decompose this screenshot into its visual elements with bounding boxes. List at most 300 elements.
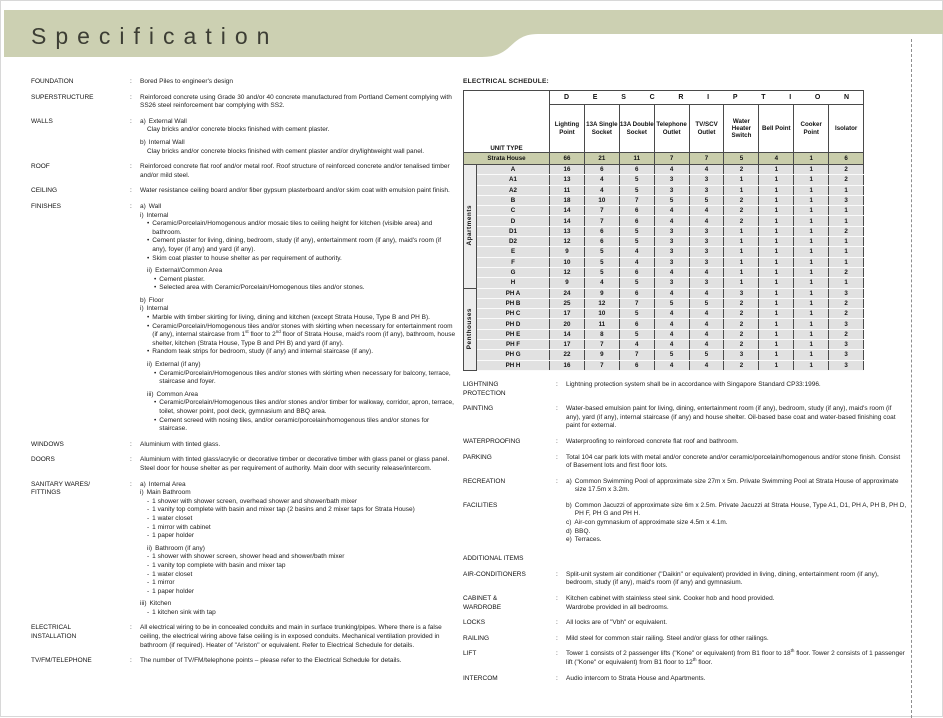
unit-row-value: 4 [654,360,689,370]
unit-row-value: 1 [794,247,829,257]
unit-row-value: 1 [759,360,794,370]
unit-row-value: 1 [724,247,759,257]
line-text: Random teak strips for bedroom, study (if any) and internal staircase (if any). [152,348,374,356]
section-body [566,502,907,545]
section-label [463,595,556,612]
unit-row-value: 1 [794,226,829,236]
unit-row-value: 1 [759,247,794,257]
line-text: Mild steel for common stair railing. Steel and/or glass for other railings. [566,634,769,642]
unit-row-value: 1 [724,278,759,288]
unit-row-value: 4 [619,257,654,267]
spec-section-recreation [463,478,907,495]
line-text: Internal [146,211,169,219]
spec-line [566,650,907,667]
section-body [566,635,907,644]
unit-row-value: 2 [829,298,864,308]
line-text: Tower 1 consists of 2 passenger lifts ("Kone" or equivalent) from B1 floor to 18th floor. Tower 2 consists of 1 passenger lift ("Kone" or equivalent) from B1 floor to 12th floor. [566,648,905,666]
unit-row-value: 2 [724,319,759,329]
spec-line [147,515,457,524]
spec-line [140,187,457,196]
line-text: Internal Wall [148,138,185,146]
spec-line [147,323,457,349]
spec-line [566,438,907,447]
spec-line [140,212,457,221]
line-text: The number of TV/FM/telephone points – please refer to the Electrical Schedule for details. [140,657,402,665]
spec-section-cabinet [463,595,907,612]
unit-row-value: 4 [689,329,724,339]
section-body [566,675,907,684]
section-label-line: INTERCOM [463,674,498,682]
unit-row-value: 25 [550,298,585,308]
unit-row-value: 1 [794,278,829,288]
unit-row-value: 1 [759,309,794,319]
unit-row-value: 3 [724,288,759,298]
unit-row-value: 4 [654,319,689,329]
unit-row-value: 1 [759,195,794,205]
section-body [566,438,907,447]
spec-line [566,454,907,471]
line-marker: - [147,570,150,578]
strata-house-value: 66 [550,153,585,165]
spec-line [140,78,457,87]
section-body [140,118,457,156]
section-body [140,94,457,111]
line-marker: - [147,587,150,595]
spec-section-lift [463,650,907,667]
unit-row-value: 4 [689,288,724,298]
spec-line [566,536,907,545]
line-text: Cement screed with nosing tiles, and/or ceramic/porcelain/homogenous tiles and/or stones for staircase. [159,416,430,433]
spec-line [147,524,457,533]
unit-row-value: 3 [654,247,689,257]
spec-line [566,405,907,431]
spec-line [147,498,457,507]
spec-line [147,126,457,135]
line-marker: b) [566,501,572,509]
unit-row-value: 1 [794,237,829,247]
line-marker: a) [566,477,572,485]
unit-row-value: 5 [619,237,654,247]
unit-row-value: 9 [584,350,619,360]
unit-row-label: PH C [477,309,550,319]
description-letter: N [844,93,850,101]
line-marker: - [147,553,150,561]
unit-row-value: 20 [550,319,585,329]
unit-row-label: PH G [477,350,550,360]
spec-line [147,391,457,400]
spec-line [147,148,457,157]
strata-house-value: 5 [724,153,759,165]
unit-row-label: A [477,165,550,175]
section-body [140,624,457,650]
spec-section-ceiling [31,187,457,196]
unit-row-label: H [477,278,550,288]
spec-section-doors [31,456,457,473]
spec-line [154,399,457,416]
unit-row-value: 1 [794,329,829,339]
line-marker: ii) [147,267,153,275]
strata-house-value: 7 [689,153,724,165]
unit-row-value: 1 [759,237,794,247]
spec-line [154,370,457,387]
group-label-text: Penthouses [466,307,474,349]
spec-section-lightning [463,381,907,398]
spec-line [566,528,907,537]
spec-section-tv-fm-telephone [31,657,457,666]
unit-row-label: D1 [477,226,550,236]
line-text: Bored Piles to engineer's design [140,78,234,85]
section-body [566,571,907,588]
section-label [463,650,556,667]
line-text: Clay bricks and/or concrete blocks finished with cement plaster and/or dry/lightweight wall panel. [147,147,425,155]
unit-row-value: 6 [619,216,654,226]
spec-line [140,600,457,609]
line-text: Wall [148,202,162,210]
line-marker: c) [566,519,572,527]
spec-section-intercom [463,675,907,684]
line-text: Ceramic/Porcelain/Homogenous tiles and/or stones and/or timber for walkway, corridor, apron, terrace, toilet, shower point, pool deck, gymnasium and BBQ area. [159,399,454,415]
unit-row-value: 10 [550,257,585,267]
column-header-cooker-point: Cooker Point [794,105,829,153]
spec-line [566,381,907,390]
unit-row-value: 2 [724,360,759,370]
spec-section-electrical [31,624,457,650]
spec-line [147,506,457,515]
section-body [140,187,457,196]
unit-row-value: 2 [724,298,759,308]
section-label-line: FINISHES [31,202,61,210]
unit-row-value: 3 [654,226,689,236]
line-text: Ceramic/Porcelain/Homogenous tiles and/or stones with skirting when necessary for entertainment room (if any), internal staircase from 1st floor to 2nd floor of Strata House, maid's room (if any), bathroom, house shelter, kitchen (Strata House, Type B and PH B) and yard (if any). [152,322,456,347]
line-marker: • [154,416,157,424]
section-colon [556,502,566,545]
column-header-isolator: Isolator [829,105,864,153]
section-body [140,481,457,618]
unit-row-value: 13 [550,226,585,236]
unit-row-value: 1 [829,247,864,257]
unit-row-value: 1 [759,319,794,329]
description-letter: O [814,93,821,101]
spec-line [566,604,907,613]
unit-row-value: 4 [689,309,724,319]
unit-row-value: 9 [550,278,585,288]
unit-row-value: 6 [619,319,654,329]
line-text: 1 water closet [152,570,193,578]
unit-row-value: 7 [619,195,654,205]
left-column [31,78,457,673]
unit-row-value: 6 [584,165,619,175]
unit-row-value: 1 [829,185,864,195]
spec-section-railing [463,635,907,644]
spec-section-roof [31,163,457,180]
section-label [463,675,556,684]
unit-row-value: 3 [654,185,689,195]
unit-row-value: 5 [619,185,654,195]
right-sections [463,381,907,683]
line-text: Common Area [156,390,199,398]
unit-row-value: 4 [689,206,724,216]
section-body [566,619,907,628]
unit-row-value: 1 [759,278,794,288]
unit-row-value: 12 [550,267,585,277]
section-colon: : [556,437,558,445]
unit-row-value: 3 [829,340,864,350]
section-body [140,78,457,87]
unit-row-value: 13 [550,175,585,185]
unit-row-value: 5 [584,267,619,277]
unit-row-value: 6 [584,226,619,236]
section-label-line: RECREATION [463,477,506,485]
unit-row-value: 3 [689,185,724,195]
line-text: Bathroom (if any) [155,544,205,552]
line-marker: • [154,275,157,283]
strata-house-value: 21 [584,153,619,165]
section-body [566,381,907,398]
section-colon: : [130,117,132,125]
unit-row-value: 3 [654,257,689,267]
line-marker: b) [140,138,146,146]
section-label [31,203,130,434]
section-label-line: LIGHTNING [463,380,499,388]
unit-row-value: 1 [829,237,864,247]
line-marker: ii) [147,361,153,369]
section-body [566,595,907,612]
unit-row-label: B [477,195,550,205]
line-marker: b) [140,296,146,304]
unit-row-label: F [477,257,550,267]
unit-row-value: 14 [550,206,585,216]
unit-row-value: 1 [794,309,829,319]
line-text: Marble with timber skirting for living, dining and kitchen (except Strata House, Type B and PH B). [152,314,430,322]
line-marker: a) [140,480,146,488]
section-body [140,657,457,666]
column-header-telephone-outlet: Telephone Outlet [654,105,689,153]
line-text: Reinforced concrete using Grade 30 and/or 40 concrete manufactured from Portland Cement complying with SS26 steel reinforcement bar complying with SS2. [140,93,452,110]
section-colon: : [556,619,558,627]
unit-row-value: 1 [829,278,864,288]
column-header-bell-point: Bell Point [759,105,794,153]
section-colon: : [130,440,132,448]
spec-line [147,588,457,597]
spec-line [147,314,457,323]
line-text: 1 vanity top complete with basin and mixer tap [152,561,286,569]
unit-row-value: 5 [619,226,654,236]
group-label-apartments [464,165,477,289]
unit-row-value: 5 [584,247,619,257]
unit-row-value: 1 [794,185,829,195]
unit-row-value: 2 [724,195,759,205]
section-label [31,118,130,156]
line-marker: iii) [147,390,154,398]
unit-row-value: 1 [794,165,829,175]
unit-row-value: 1 [794,206,829,216]
line-marker: - [147,497,150,505]
line-text: 1 mirror [152,579,175,587]
unit-row-value: 1 [759,257,794,267]
line-marker: ii) [147,544,153,552]
line-text: Common Swimming Pool of approximate size 27m x 5m. Private Swimming Pool at Strata House of approximate size 17.5m x 3.2m. [574,477,899,494]
unit-row-value: 4 [584,278,619,288]
section-label-line: LIFT [463,650,477,658]
unit-row-label: PH A [477,288,550,298]
unit-row-value: 11 [550,185,585,195]
unit-row-value: 4 [654,340,689,350]
spec-section-waterproofing [463,438,907,447]
unit-row-value: 1 [794,267,829,277]
unit-row-label: PH H [477,360,550,370]
section-body [140,456,457,473]
section-label [463,619,556,628]
line-text: Cement plaster for living, dining, bedroom, study (if any), entertainment room (if any), maid's room (if any), foyer (if any) and yard (if any). [152,237,442,253]
section-body [566,650,907,667]
line-marker: a) [140,202,146,210]
section-label [31,456,130,473]
unit-row-value: 1 [724,226,759,236]
unit-row-value: 7 [584,340,619,350]
unit-row-value: 5 [619,309,654,319]
unit-row-value: 1 [794,298,829,308]
unit-row-value: 3 [654,237,689,247]
spec-section-sanitary-wares [31,481,457,618]
section-label [31,94,130,111]
line-marker: - [147,579,150,587]
section-label [463,405,556,431]
page-title: Specification [31,23,279,49]
spec-line [140,139,457,148]
line-marker: a) [140,117,146,125]
section-label-line: CABINET & [463,595,498,603]
section-label-line: PARKING [463,453,492,461]
spec-line [140,624,457,650]
unit-row-value: 1 [759,175,794,185]
unit-row-value: 10 [584,195,619,205]
unit-row-value: 12 [550,237,585,247]
unit-row-value: 4 [619,247,654,257]
line-text: Cement plaster. [159,275,205,283]
unit-row-value: 2 [829,329,864,339]
unit-row-value: 24 [550,288,585,298]
line-marker: • [147,220,150,228]
unit-row-value: 16 [550,165,585,175]
unit-row-value: 7 [584,216,619,226]
unit-row-value: 2 [724,165,759,175]
unit-row-value: 1 [724,257,759,267]
spec-section-facilities [463,502,907,545]
unit-row-value: 1 [829,257,864,267]
description-letter: I [789,93,792,101]
unit-row-value: 1 [794,319,829,329]
unit-row-value: 10 [584,309,619,319]
line-text: Split-unit system air conditioner ("Daikin" or equivalent) provided in living, dining, entertainment room (if any), bedroom, study (if any), maid's room (if any) and gymnasium. [566,570,879,587]
unit-row-value: 5 [654,195,689,205]
spec-line [140,94,457,111]
line-text: Terraces. [574,536,602,544]
unit-row-value: 3 [829,288,864,298]
line-marker: - [147,532,150,540]
unit-row-value: 14 [550,216,585,226]
spec-section-walls [31,118,457,156]
section-label [31,624,130,650]
line-text: Lightning protection system shall be in accordance with Singapore Standard CP33:1996. [566,380,821,388]
section-label [463,478,556,495]
line-text: Ceramic/Porcelain/Homogenous and/or mosaic tiles to ceiling height for kitchen (visible area) and bathroom. [152,220,433,236]
spec-line [566,571,907,588]
group-label-penthouses [464,288,477,370]
unit-row-value: 3 [724,350,759,360]
line-text: Kitchen [149,600,172,608]
right-column [463,78,907,690]
description-letter: S [621,93,626,101]
unit-row-value: 4 [689,360,724,370]
spec-line [147,267,457,276]
unit-row-value: 4 [689,267,724,277]
section-label [463,438,556,447]
spec-line [154,417,457,434]
unit-row-value: 4 [619,340,654,350]
unit-row-value: 4 [584,185,619,195]
spec-line [140,163,457,180]
section-label [463,454,556,471]
unit-row-value: 2 [724,216,759,226]
unit-row-value: 1 [724,175,759,185]
spec-line [147,348,457,357]
line-text: Waterproofing to reinforced concrete flat roof and bathroom. [566,437,739,445]
line-text: Internal [146,305,169,313]
spec-line [147,220,457,237]
unit-row-value: 1 [794,350,829,360]
unit-row-value: 6 [619,206,654,216]
section-colon: : [556,380,558,388]
unit-row-value: 3 [689,237,724,247]
unit-row-value: 4 [654,206,689,216]
section-label-line: INSTALLATION [31,633,77,641]
unit-type-header: UNIT TYPE [464,91,550,153]
unit-row-value: 22 [550,350,585,360]
unit-row-value: 4 [654,267,689,277]
unit-row-value: 4 [654,216,689,226]
line-text: Water-based emulsion paint for living, dining, entertainment room (if any), bedroom, study (if any), maid's room (if any), yard (if any), internal staircase (if any) and house shelter. Oil-based base coat and water-based finishing coat paint for external. [566,405,896,430]
unit-row-value: 2 [724,309,759,319]
unit-row-value: 3 [689,226,724,236]
section-colon: : [130,202,132,210]
unit-row-value: 1 [829,216,864,226]
unit-row-value: 1 [794,288,829,298]
section-colon: : [130,480,132,488]
unit-row-value: 1 [794,216,829,226]
section-label [463,502,556,545]
group-label-text: Apartments [466,204,474,246]
description-letter: C [649,93,655,101]
line-marker: i) [140,489,144,497]
unit-row-value: 1 [759,226,794,236]
unit-row-label: PH D [477,319,550,329]
section-colon: : [556,405,558,413]
unit-row-value: 2 [724,206,759,216]
unit-row-label: PH B [477,298,550,308]
unit-row-value: 1 [794,340,829,350]
line-text: Internal Area [148,480,186,488]
description-letter: D [564,93,570,101]
line-text: Floor [148,296,164,304]
spec-section-parking [463,454,907,471]
unit-row-value: 3 [829,195,864,205]
unit-row-value: 1 [794,175,829,185]
unit-row-value: 2 [829,309,864,319]
line-marker: - [147,608,150,616]
section-label-line: WATERPROOFING [463,437,521,445]
unit-row-value: 1 [759,216,794,226]
section-label-line: AIR-CONDITIONERS [463,570,526,578]
